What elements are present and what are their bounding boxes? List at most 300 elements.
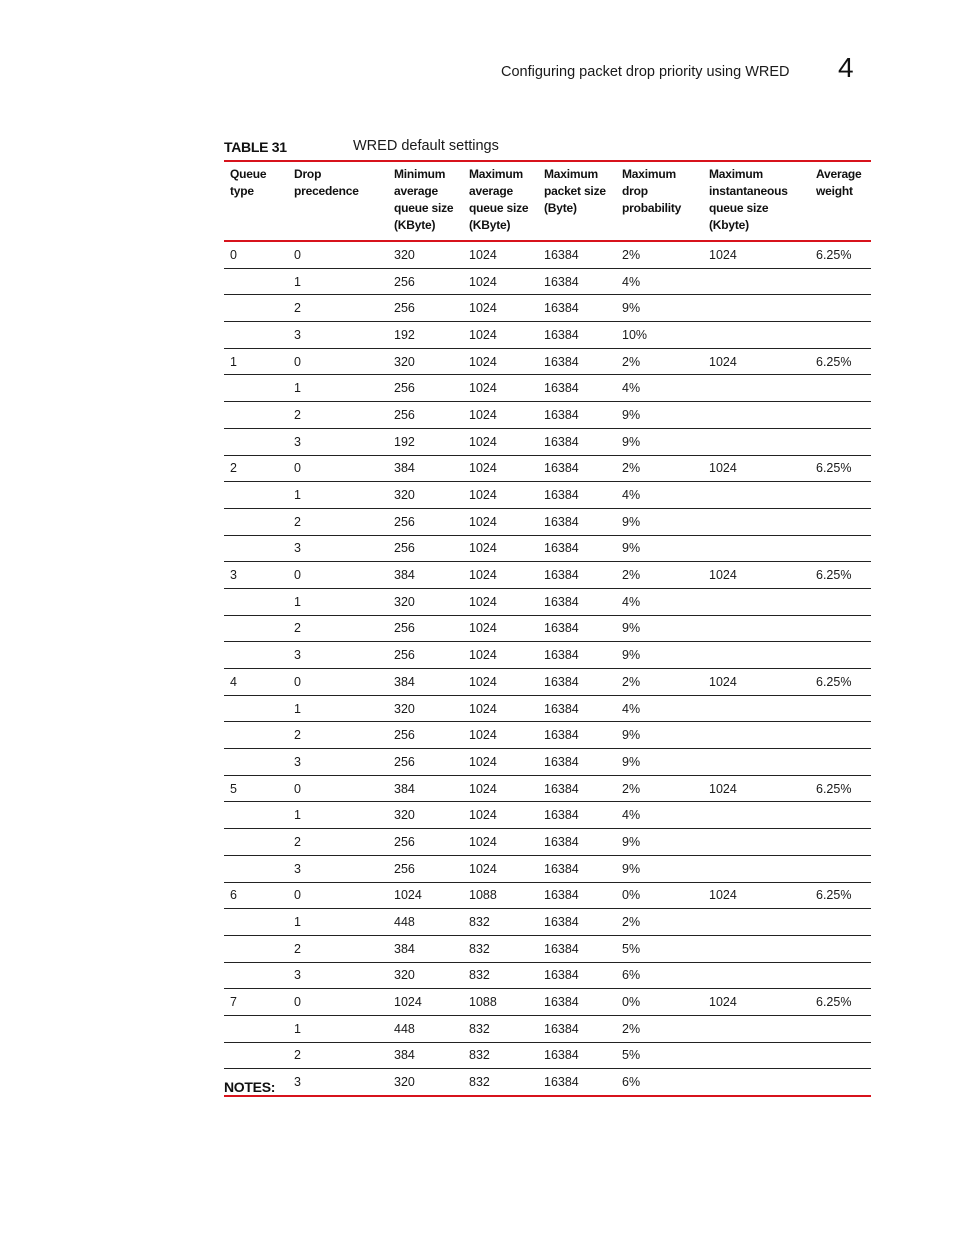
table-row [224, 348, 871, 375]
table-cell: 6% [616, 1069, 703, 1096]
table-cell [224, 722, 288, 749]
table-cell: 320 [388, 802, 463, 829]
table-cell: 1024 [703, 669, 810, 696]
table-cell: 832 [463, 935, 538, 962]
table-cell: 2% [616, 669, 703, 696]
table-cell [703, 802, 810, 829]
table-cell [810, 935, 871, 962]
table-cell: 0 [224, 241, 288, 268]
table-cell: 16384 [538, 402, 616, 429]
table-cell [703, 375, 810, 402]
table-cell: 10% [616, 322, 703, 349]
table-cell [224, 802, 288, 829]
table-cell: 832 [463, 1042, 538, 1069]
table-cell: 832 [463, 909, 538, 936]
table-cell: 5% [616, 935, 703, 962]
column-header: Minimum average queue size (KByte) [394, 167, 454, 232]
table-cell: 16384 [538, 1042, 616, 1069]
table-cell: 16384 [538, 882, 616, 909]
table-cell: 1024 [463, 322, 538, 349]
table-cell: 256 [388, 295, 463, 322]
table-cell: 384 [388, 669, 463, 696]
table-label: TABLE 31 [224, 139, 287, 155]
table-cell: 1024 [703, 989, 810, 1016]
table-cell: 0 [288, 989, 388, 1016]
table-cell: 2% [616, 348, 703, 375]
table-cell: 192 [388, 428, 463, 455]
table-cell: 1024 [463, 615, 538, 642]
table-cell: 1024 [703, 455, 810, 482]
table-cell: 1024 [463, 508, 538, 535]
table-title: WRED default settings [353, 138, 499, 154]
table-cell: 1024 [463, 562, 538, 589]
table-row [224, 882, 871, 909]
table-cell: 6.25% [810, 882, 871, 909]
table-cell: 0% [616, 882, 703, 909]
table-cell: 3 [288, 855, 388, 882]
table-cell: 0 [288, 775, 388, 802]
table-cell: 0 [288, 669, 388, 696]
table-cell: 3 [288, 1069, 388, 1096]
table-cell [703, 295, 810, 322]
table-cell: 9% [616, 829, 703, 856]
table-cell: 256 [388, 615, 463, 642]
table-cell [224, 295, 288, 322]
table-cell [703, 642, 810, 669]
table-cell [224, 855, 288, 882]
table-cell: 5% [616, 1042, 703, 1069]
table-cell: 1024 [463, 402, 538, 429]
column-header: Maximum instantaneous queue size (Kbyte) [709, 167, 788, 232]
table-cell: 9% [616, 428, 703, 455]
table-cell: 384 [388, 775, 463, 802]
table-header-row [224, 161, 871, 241]
table-cell: 2 [288, 295, 388, 322]
table-cell [810, 482, 871, 509]
table-cell: 16384 [538, 482, 616, 509]
table-row [224, 1015, 871, 1042]
table-row [224, 829, 871, 856]
table-cell: 16384 [538, 642, 616, 669]
table-cell: 1 [288, 909, 388, 936]
table-cell [810, 642, 871, 669]
table-cell: 16384 [538, 295, 616, 322]
table-row [224, 642, 871, 669]
table-cell: 256 [388, 375, 463, 402]
table-cell: 9% [616, 295, 703, 322]
table-cell [703, 508, 810, 535]
table-cell [703, 909, 810, 936]
table-cell: 0 [288, 455, 388, 482]
table-cell: 3 [288, 642, 388, 669]
table-cell: 0% [616, 989, 703, 1016]
table-cell [224, 535, 288, 562]
table-cell: 16384 [538, 375, 616, 402]
table-cell: 1 [288, 482, 388, 509]
running-header-title: Configuring packet drop priority using WRED [501, 64, 790, 80]
table-cell [224, 695, 288, 722]
table-cell: 320 [388, 348, 463, 375]
table-cell: 2 [288, 402, 388, 429]
table-cell: 16384 [538, 695, 616, 722]
table-cell [224, 1015, 288, 1042]
table-cell: 1024 [463, 295, 538, 322]
table-cell: 192 [388, 322, 463, 349]
table-cell [703, 268, 810, 295]
table-row [224, 268, 871, 295]
notes-label: NOTES: [224, 1079, 276, 1095]
table-cell: 1 [224, 348, 288, 375]
table-cell: 2% [616, 909, 703, 936]
table-cell: 320 [388, 588, 463, 615]
table-cell: 2% [616, 775, 703, 802]
table-row [224, 295, 871, 322]
table-cell [224, 642, 288, 669]
table-cell: 2% [616, 241, 703, 268]
table-cell [703, 935, 810, 962]
table-cell: 6% [616, 962, 703, 989]
table-cell: 4% [616, 695, 703, 722]
table-cell [810, 1069, 871, 1096]
table-cell: 3 [288, 535, 388, 562]
table-cell: 1024 [463, 375, 538, 402]
table-cell: 256 [388, 855, 463, 882]
table-cell [224, 375, 288, 402]
table-row [224, 669, 871, 696]
table-cell: 448 [388, 909, 463, 936]
table-cell: 1024 [388, 882, 463, 909]
table-cell: 6.25% [810, 562, 871, 589]
table-cell: 4% [616, 268, 703, 295]
table-row [224, 749, 871, 776]
table-cell: 2% [616, 1015, 703, 1042]
table-cell [703, 428, 810, 455]
table-cell: 0 [288, 882, 388, 909]
table-cell [703, 1042, 810, 1069]
table-cell [703, 482, 810, 509]
table-cell: 0 [288, 348, 388, 375]
table-cell: 5 [224, 775, 288, 802]
table-cell: 2 [288, 722, 388, 749]
table-cell: 9% [616, 722, 703, 749]
table-cell [703, 749, 810, 776]
table-cell: 16384 [538, 562, 616, 589]
table-cell: 16384 [538, 1069, 616, 1096]
table-row [224, 935, 871, 962]
table-cell: 4% [616, 482, 703, 509]
table-cell: 1024 [463, 241, 538, 268]
table-cell: 256 [388, 829, 463, 856]
table-cell: 1024 [388, 989, 463, 1016]
table-cell [224, 1042, 288, 1069]
table-cell [810, 375, 871, 402]
table-row [224, 615, 871, 642]
table-cell [810, 1042, 871, 1069]
table-row [224, 989, 871, 1016]
table-cell [810, 588, 871, 615]
table-cell: 1 [288, 268, 388, 295]
table-cell: 16384 [538, 241, 616, 268]
table-cell: 1024 [703, 562, 810, 589]
table-cell: 1 [288, 375, 388, 402]
table-cell [224, 829, 288, 856]
table-cell [224, 935, 288, 962]
table-cell: 4% [616, 588, 703, 615]
table-row [224, 802, 871, 829]
column-header: Queue type [230, 167, 267, 198]
table-cell [810, 428, 871, 455]
table-cell: 3 [288, 322, 388, 349]
table-row [224, 402, 871, 429]
table-cell: 16384 [538, 615, 616, 642]
table-cell: 6.25% [810, 455, 871, 482]
table-cell [810, 402, 871, 429]
table-cell [703, 962, 810, 989]
table-cell: 6.25% [810, 348, 871, 375]
table-cell: 16384 [538, 669, 616, 696]
table-cell [703, 1069, 810, 1096]
table-cell: 6.25% [810, 669, 871, 696]
table-cell: 2 [288, 1042, 388, 1069]
table-cell [810, 909, 871, 936]
table-cell: 1 [288, 588, 388, 615]
table-cell: 1 [288, 802, 388, 829]
table-cell: 0 [288, 241, 388, 268]
table-cell [810, 508, 871, 535]
table-cell: 1024 [463, 669, 538, 696]
table-cell: 384 [388, 1042, 463, 1069]
table-cell: 1088 [463, 882, 538, 909]
table-cell: 256 [388, 749, 463, 776]
table-cell [703, 829, 810, 856]
table-cell: 2% [616, 455, 703, 482]
table-row [224, 322, 871, 349]
table-cell: 832 [463, 1015, 538, 1042]
table-cell [810, 962, 871, 989]
table-cell: 16384 [538, 775, 616, 802]
column-header: Maximum drop probability [622, 167, 682, 215]
table-row [224, 535, 871, 562]
table-row [224, 508, 871, 535]
table-cell [224, 482, 288, 509]
table-cell: 16384 [538, 855, 616, 882]
table-cell [810, 855, 871, 882]
table-cell: 6.25% [810, 775, 871, 802]
table-cell: 16384 [538, 962, 616, 989]
table-cell: 1024 [463, 749, 538, 776]
table-cell: 2 [288, 829, 388, 856]
table-cell: 3 [224, 562, 288, 589]
table-cell: 1024 [463, 695, 538, 722]
table-cell: 9% [616, 508, 703, 535]
table-cell: 2 [288, 935, 388, 962]
table-row [224, 241, 871, 268]
table-cell: 1024 [463, 722, 538, 749]
table-cell: 384 [388, 562, 463, 589]
table-cell: 1024 [703, 241, 810, 268]
table-cell [224, 428, 288, 455]
table-cell: 16384 [538, 268, 616, 295]
table-cell [810, 268, 871, 295]
table-row [224, 722, 871, 749]
table-cell [810, 695, 871, 722]
table-row [224, 482, 871, 509]
table-cell [224, 909, 288, 936]
table-cell: 832 [463, 1069, 538, 1096]
table-cell: 16384 [538, 588, 616, 615]
table-cell [810, 1015, 871, 1042]
table-cell [224, 402, 288, 429]
table-row [224, 695, 871, 722]
table-cell: 9% [616, 855, 703, 882]
column-header: Maximum packet size (Byte) [544, 167, 606, 215]
table-cell: 9% [616, 749, 703, 776]
table-cell: 16384 [538, 749, 616, 776]
table-cell: 16384 [538, 508, 616, 535]
table-cell [224, 615, 288, 642]
table-row [224, 909, 871, 936]
table-cell: 0 [288, 562, 388, 589]
table-cell: 320 [388, 241, 463, 268]
table-cell: 1024 [463, 855, 538, 882]
table-cell: 1024 [463, 588, 538, 615]
table-cell: 1024 [703, 775, 810, 802]
table-cell: 16384 [538, 428, 616, 455]
table-cell: 2 [224, 455, 288, 482]
table-cell: 256 [388, 268, 463, 295]
table-cell: 1024 [463, 455, 538, 482]
table-row [224, 428, 871, 455]
table-cell: 6.25% [810, 989, 871, 1016]
table-row [224, 1042, 871, 1069]
table-cell: 16384 [538, 455, 616, 482]
table-cell: 448 [388, 1015, 463, 1042]
table-cell [703, 588, 810, 615]
table-cell [224, 749, 288, 776]
table-cell [224, 508, 288, 535]
table-cell: 1024 [463, 348, 538, 375]
table-cell [703, 615, 810, 642]
table-cell: 1024 [463, 482, 538, 509]
table-cell: 9% [616, 642, 703, 669]
table-cell: 16384 [538, 322, 616, 349]
table-cell: 1 [288, 1015, 388, 1042]
table-cell [703, 855, 810, 882]
table-cell [703, 322, 810, 349]
table-cell: 1024 [463, 535, 538, 562]
table-row [224, 455, 871, 482]
table-cell: 1024 [703, 348, 810, 375]
table-cell: 3 [288, 428, 388, 455]
table-cell: 256 [388, 402, 463, 429]
table-cell: 4% [616, 375, 703, 402]
table-cell: 1024 [463, 775, 538, 802]
table-cell: 16384 [538, 722, 616, 749]
column-header: Average weight [816, 167, 862, 198]
table-cell: 7 [224, 989, 288, 1016]
table-cell: 1024 [463, 829, 538, 856]
table-cell [703, 402, 810, 429]
table-cell [810, 295, 871, 322]
table-cell [224, 588, 288, 615]
table-cell: 1088 [463, 989, 538, 1016]
table-cell: 16384 [538, 1015, 616, 1042]
wred-default-settings-table [224, 160, 871, 1097]
table-cell [810, 802, 871, 829]
table-cell: 1024 [463, 802, 538, 829]
table-cell: 9% [616, 402, 703, 429]
table-cell: 256 [388, 722, 463, 749]
table-cell [703, 695, 810, 722]
table-cell [703, 722, 810, 749]
table-cell: 6.25% [810, 241, 871, 268]
table-cell: 9% [616, 535, 703, 562]
table-cell: 4 [224, 669, 288, 696]
table-cell: 1024 [463, 268, 538, 295]
table-cell: 1024 [463, 642, 538, 669]
table-cell: 1024 [463, 428, 538, 455]
table-cell: 256 [388, 508, 463, 535]
table-cell: 320 [388, 482, 463, 509]
table-cell: 320 [388, 962, 463, 989]
table-row [224, 375, 871, 402]
table-cell: 2 [288, 508, 388, 535]
table-caption [224, 138, 871, 158]
table-cell: 16384 [538, 829, 616, 856]
table-cell [810, 722, 871, 749]
table-cell [810, 615, 871, 642]
table-cell: 832 [463, 962, 538, 989]
table-cell: 16384 [538, 802, 616, 829]
table-row [224, 562, 871, 589]
table-cell: 256 [388, 535, 463, 562]
table-row [224, 588, 871, 615]
table-cell [224, 322, 288, 349]
table-cell [810, 829, 871, 856]
table-cell [810, 535, 871, 562]
table-row [224, 1069, 871, 1096]
table-row [224, 855, 871, 882]
table-cell: 16384 [538, 909, 616, 936]
table-cell: 320 [388, 695, 463, 722]
table-cell: 3 [288, 749, 388, 776]
column-header: Drop precedence [294, 167, 359, 198]
table-row [224, 775, 871, 802]
table-row [224, 962, 871, 989]
column-header: Maximum average queue size (KByte) [469, 167, 529, 232]
table-cell: 4% [616, 802, 703, 829]
table-cell: 16384 [538, 535, 616, 562]
table-cell: 3 [288, 962, 388, 989]
table-cell: 2% [616, 562, 703, 589]
table-cell: 256 [388, 642, 463, 669]
table-cell: 6 [224, 882, 288, 909]
table-cell: 320 [388, 1069, 463, 1096]
table-cell [810, 322, 871, 349]
table-cell [224, 962, 288, 989]
table-cell: 384 [388, 455, 463, 482]
table-cell [703, 1015, 810, 1042]
table-cell: 1024 [703, 882, 810, 909]
table-cell: 16384 [538, 348, 616, 375]
table-cell [810, 749, 871, 776]
table-cell: 384 [388, 935, 463, 962]
table-body [224, 241, 871, 1096]
chapter-number: 4 [838, 52, 854, 83]
table-cell: 9% [616, 615, 703, 642]
table-cell: 16384 [538, 935, 616, 962]
table-cell: 2 [288, 615, 388, 642]
